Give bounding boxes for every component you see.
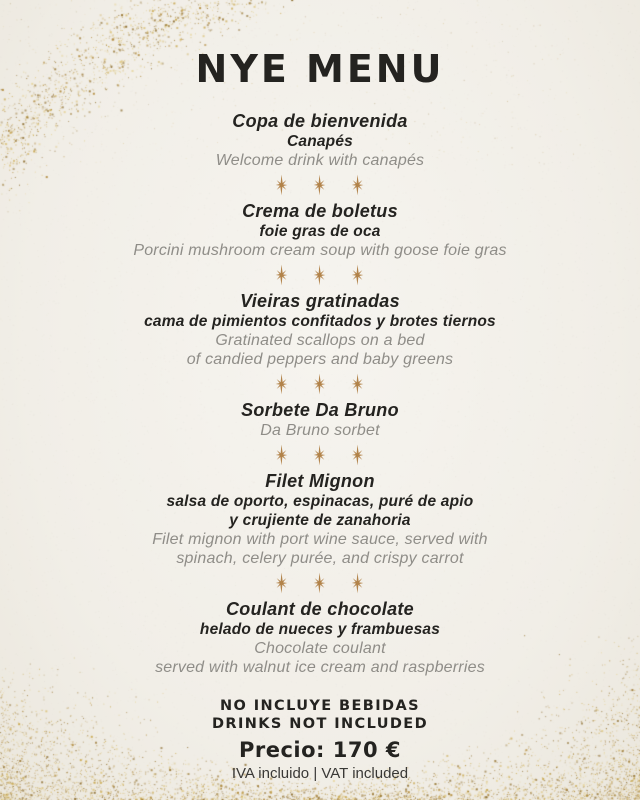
- star-divider: [133, 443, 506, 467]
- course-detail: salsa de oporto, espinacas, puré de apio: [166, 493, 474, 510]
- sparkle-star-icon: [346, 173, 369, 197]
- course-translation: Gratinated scallops on a bed: [215, 332, 425, 349]
- course-detail: y crujiente de zanahoria: [229, 512, 411, 529]
- star-divider: [133, 263, 506, 287]
- no-drinks-note-es: NO INCLUYE BEBIDAS: [220, 698, 420, 714]
- star-divider: [133, 372, 506, 396]
- course-name: Coulant de chocolate: [225, 599, 414, 619]
- sparkle-star-icon: [270, 173, 293, 197]
- course-translation: Welcome drink with canapés: [215, 152, 425, 169]
- course: [133, 110, 506, 170]
- sparkle-star-icon: [308, 372, 331, 396]
- course-translation: Chocolate coulant: [254, 640, 386, 657]
- no-drinks-note-en: DRINKS NOT INCLUDED: [211, 716, 429, 732]
- price-line: Precio: 170 €: [238, 738, 401, 762]
- course-name: Sorbete Da Bruno: [241, 400, 399, 420]
- course-name: Vieiras gratinadas: [240, 291, 400, 311]
- course: [133, 290, 506, 369]
- sparkle-star-icon: [270, 571, 293, 595]
- page-title: NYE MENU: [195, 47, 445, 91]
- course-translation: served with walnut ice cream and raspberries: [155, 659, 485, 676]
- course-translation: Porcini mushroom cream soup with goose foie gras: [133, 242, 507, 259]
- sparkle-star-icon: [308, 571, 331, 595]
- star-divider: [133, 173, 506, 197]
- course-list: [133, 110, 506, 677]
- course-detail: Canapés: [286, 133, 353, 150]
- sparkle-star-icon: [346, 372, 369, 396]
- star-divider: [133, 571, 506, 595]
- sparkle-star-icon: [270, 372, 293, 396]
- sparkle-star-icon: [270, 443, 293, 467]
- sparkle-star-icon: [346, 443, 369, 467]
- sparkle-star-icon: [346, 571, 369, 595]
- course-detail: cama de pimientos confitados y brotes tiernos: [144, 313, 496, 330]
- sparkle-star-icon: [308, 173, 331, 197]
- course-translation: spinach, celery purée, and crispy carrot: [176, 550, 464, 567]
- course-name: Copa de bienvenida: [232, 111, 408, 131]
- course-translation: of candied peppers and baby greens: [186, 351, 454, 368]
- sparkle-star-icon: [308, 263, 331, 287]
- course: [133, 200, 506, 260]
- course: [133, 399, 506, 440]
- footer: [212, 697, 428, 784]
- sparkle-star-icon: [270, 263, 293, 287]
- course-detail: foie gras de oca: [259, 223, 381, 240]
- sparkle-star-icon: [308, 443, 331, 467]
- course-name: Filet Mignon: [265, 471, 375, 491]
- sparkle-star-icon: [346, 263, 369, 287]
- vat-note: IVA incluido | VAT included: [231, 765, 409, 782]
- course: [133, 598, 506, 677]
- course-name: Crema de boletus: [242, 201, 398, 221]
- course-detail: helado de nueces y frambuesas: [199, 621, 441, 638]
- course-translation: Filet mignon with port wine sauce, served with: [152, 531, 488, 548]
- course-translation: Da Bruno sorbet: [260, 422, 380, 439]
- course: [133, 470, 506, 568]
